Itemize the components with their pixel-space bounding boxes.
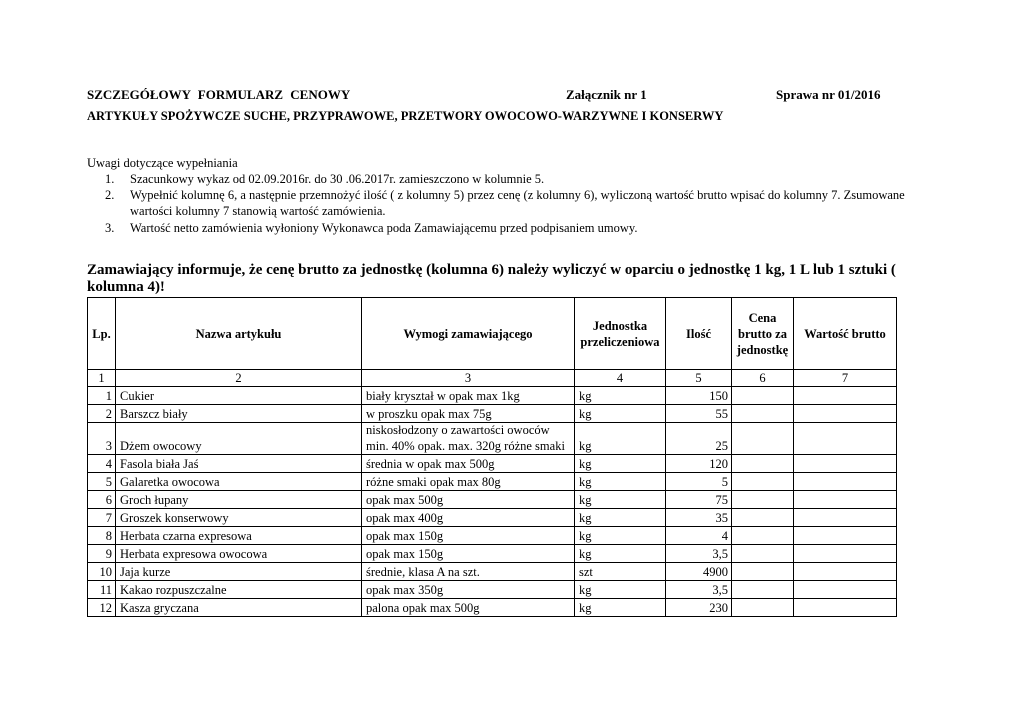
table-row bbox=[88, 509, 897, 527]
table-row bbox=[88, 599, 897, 617]
cell-unit-price[interactable] bbox=[732, 527, 794, 545]
cell-unit-price[interactable] bbox=[732, 473, 794, 491]
cell-lp: 2 bbox=[88, 405, 116, 423]
cell-lp: 1 bbox=[88, 387, 116, 405]
annex-label: Załącznik nr 1 bbox=[566, 87, 647, 102]
cell-gross-value[interactable] bbox=[794, 455, 897, 473]
cell-requirements: opak max 500g bbox=[362, 491, 575, 509]
cell-lp: 12 bbox=[88, 599, 116, 617]
form-title: SZCZEGÓŁOWY FORMULARZ CENOWY bbox=[87, 87, 351, 102]
notes-item-number: 3. bbox=[105, 220, 115, 235]
cell-unit-price[interactable] bbox=[732, 563, 794, 581]
notes-item bbox=[87, 187, 917, 219]
cell-unit-price[interactable] bbox=[732, 581, 794, 599]
cell-requirements: opak max 150g bbox=[362, 527, 575, 545]
cell-requirements: niskosłodzony o zawartości owoców min. 40% opak. max. 320g różne smaki bbox=[362, 423, 575, 455]
cell-lp: 4 bbox=[88, 455, 116, 473]
cell-quantity: 25 bbox=[666, 423, 732, 455]
cell-unit-price[interactable] bbox=[732, 545, 794, 563]
cell-gross-value[interactable] bbox=[794, 527, 897, 545]
cell-gross-value[interactable] bbox=[794, 509, 897, 527]
cell-quantity: 4900 bbox=[666, 563, 732, 581]
cell-unit: kg bbox=[575, 405, 666, 423]
cell-unit: kg bbox=[575, 527, 666, 545]
cell-gross-value[interactable] bbox=[794, 423, 897, 455]
cell-name: Barszcz biały bbox=[116, 405, 362, 423]
cell-name: Groch łupany bbox=[116, 491, 362, 509]
notes-item-number: 1. bbox=[105, 172, 115, 186]
cell-quantity: 120 bbox=[666, 455, 732, 473]
cell-unit: kg bbox=[575, 455, 666, 473]
column-number-row bbox=[88, 370, 897, 387]
header-unit-price: Cena brutto za jednostkę bbox=[732, 298, 794, 370]
column-number: 5 bbox=[666, 370, 732, 387]
cell-lp: 6 bbox=[88, 491, 116, 509]
cell-unit: kg bbox=[575, 387, 666, 405]
notes-title: Uwagi dotyczące wypełniania bbox=[87, 156, 238, 170]
table-row bbox=[88, 455, 897, 473]
cell-name: Kasza gryczana bbox=[116, 599, 362, 617]
cell-unit-price[interactable] bbox=[732, 599, 794, 617]
header-gross-value: Wartość brutto bbox=[794, 298, 897, 370]
cell-gross-value[interactable] bbox=[794, 473, 897, 491]
cell-requirements: opak max 350g bbox=[362, 581, 575, 599]
cell-unit: kg bbox=[575, 473, 666, 491]
cell-requirements: palona opak max 500g bbox=[362, 599, 575, 617]
column-number: 2 bbox=[116, 370, 362, 387]
cell-name: Fasola biała Jaś bbox=[116, 455, 362, 473]
cell-lp: 8 bbox=[88, 527, 116, 545]
cell-gross-value[interactable] bbox=[794, 405, 897, 423]
notes-list bbox=[87, 171, 917, 236]
cell-name: Kakao rozpuszczalne bbox=[116, 581, 362, 599]
cell-quantity: 3,5 bbox=[666, 581, 732, 599]
column-number: 4 bbox=[575, 370, 666, 387]
cell-quantity: 75 bbox=[666, 491, 732, 509]
table-row bbox=[88, 491, 897, 509]
cell-quantity: 3,5 bbox=[666, 545, 732, 563]
cell-name: Dżem owocowy bbox=[116, 423, 362, 455]
cell-quantity: 5 bbox=[666, 473, 732, 491]
cell-name: Herbata expresowa owocowa bbox=[116, 545, 362, 563]
cell-unit-price[interactable] bbox=[732, 387, 794, 405]
cell-gross-value[interactable] bbox=[794, 599, 897, 617]
cell-gross-value[interactable] bbox=[794, 387, 897, 405]
notes-item bbox=[87, 171, 917, 187]
cell-requirements: średnie, klasa A na szt. bbox=[362, 563, 575, 581]
cell-gross-value[interactable] bbox=[794, 491, 897, 509]
cell-unit: kg bbox=[575, 509, 666, 527]
cell-unit: kg bbox=[575, 599, 666, 617]
cell-unit-price[interactable] bbox=[732, 405, 794, 423]
cell-quantity: 35 bbox=[666, 509, 732, 527]
header-lp: Lp. bbox=[88, 298, 116, 370]
header-quantity: Ilość bbox=[666, 298, 732, 370]
table-row bbox=[88, 423, 897, 455]
cell-lp: 10 bbox=[88, 563, 116, 581]
cell-name: Cukier bbox=[116, 387, 362, 405]
notes-item-text: Szacunkowy wykaz od 02.09.2016r. do 30 .06.2017r. zamieszczono w kolumnie 5. bbox=[130, 172, 545, 186]
table-row bbox=[88, 545, 897, 563]
header-requirements: Wymogi zamawiającego bbox=[362, 298, 575, 370]
table-row bbox=[88, 405, 897, 423]
cell-requirements: różne smaki opak max 80g bbox=[362, 473, 575, 491]
cell-quantity: 230 bbox=[666, 599, 732, 617]
notes-item-number: 2. bbox=[105, 188, 115, 203]
cell-unit: szt bbox=[575, 563, 666, 581]
cell-gross-value[interactable] bbox=[794, 545, 897, 563]
table-header-row bbox=[88, 298, 897, 370]
cell-unit: kg bbox=[575, 581, 666, 599]
cell-unit-price[interactable] bbox=[732, 491, 794, 509]
column-number: 6 bbox=[732, 370, 794, 387]
cell-name: Groszek konserwowy bbox=[116, 509, 362, 527]
column-number: 7 bbox=[794, 370, 897, 387]
cell-quantity: 55 bbox=[666, 405, 732, 423]
cell-name: Jaja kurze bbox=[116, 563, 362, 581]
cell-gross-value[interactable] bbox=[794, 581, 897, 599]
table-row bbox=[88, 581, 897, 599]
cell-unit: kg bbox=[575, 545, 666, 563]
notes-item-text: Wartość netto zamówienia wyłoniony Wykonawca poda Zamawiającemu przed podpisaniem umowy. bbox=[130, 220, 638, 235]
notes-item-text: Wypełnić kolumnę 6, a następnie przemnożyć ilość ( z kolumny 5) przez cenę (z kolumny 6), wyliczoną wartość brutto wpisać do kolumny 7. Zsumowane wartości kolumny 7 stanowią wartość zamówienia. bbox=[130, 188, 905, 219]
table-row bbox=[88, 563, 897, 581]
header-name: Nazwa artykułu bbox=[116, 298, 362, 370]
cell-unit: kg bbox=[575, 491, 666, 509]
cell-unit-price[interactable] bbox=[732, 423, 794, 455]
cell-name: Herbata czarna expresowa bbox=[116, 527, 362, 545]
price-table bbox=[87, 297, 897, 617]
cell-requirements: w proszku opak max 75g bbox=[362, 405, 575, 423]
table-row bbox=[88, 387, 897, 405]
cell-quantity: 4 bbox=[666, 527, 732, 545]
cell-lp: 11 bbox=[88, 581, 116, 599]
case-number: Sprawa nr 01/2016 bbox=[776, 87, 881, 102]
column-number: 3 bbox=[362, 370, 575, 387]
cell-requirements: opak max 150g bbox=[362, 545, 575, 563]
notes-item bbox=[87, 220, 917, 236]
table-row bbox=[88, 527, 897, 545]
form-subtitle: ARTYKUŁY SPOŻYWCZE SUCHE, PRZYPRAWOWE, PRZETWORY OWOCOWO-WARZYWNE I KONSERWY bbox=[87, 109, 724, 123]
cell-requirements: biały kryształ w opak max 1kg bbox=[362, 387, 575, 405]
cell-lp: 7 bbox=[88, 509, 116, 527]
cell-lp: 5 bbox=[88, 473, 116, 491]
cell-quantity: 150 bbox=[666, 387, 732, 405]
table-row bbox=[88, 473, 897, 491]
cell-unit: kg bbox=[575, 423, 666, 455]
cell-gross-value[interactable] bbox=[794, 563, 897, 581]
cell-unit-price[interactable] bbox=[732, 455, 794, 473]
cell-name: Galaretka owocowa bbox=[116, 473, 362, 491]
header-unit: Jednostka przeliczeniowa bbox=[575, 298, 666, 370]
cell-unit-price[interactable] bbox=[732, 509, 794, 527]
cell-requirements: opak max 400g bbox=[362, 509, 575, 527]
pricing-notice: Zamawiający informuje, że cenę brutto za jednostkę (kolumna 6) należy wyliczyć w oparciu o jednostkę 1 kg, 1 L lub 1 sztuki ( kolumna 4)! bbox=[87, 262, 896, 295]
cell-lp: 3 bbox=[88, 423, 116, 455]
column-number: 1 bbox=[88, 370, 116, 387]
cell-requirements: średnia w opak max 500g bbox=[362, 455, 575, 473]
cell-lp: 9 bbox=[88, 545, 116, 563]
